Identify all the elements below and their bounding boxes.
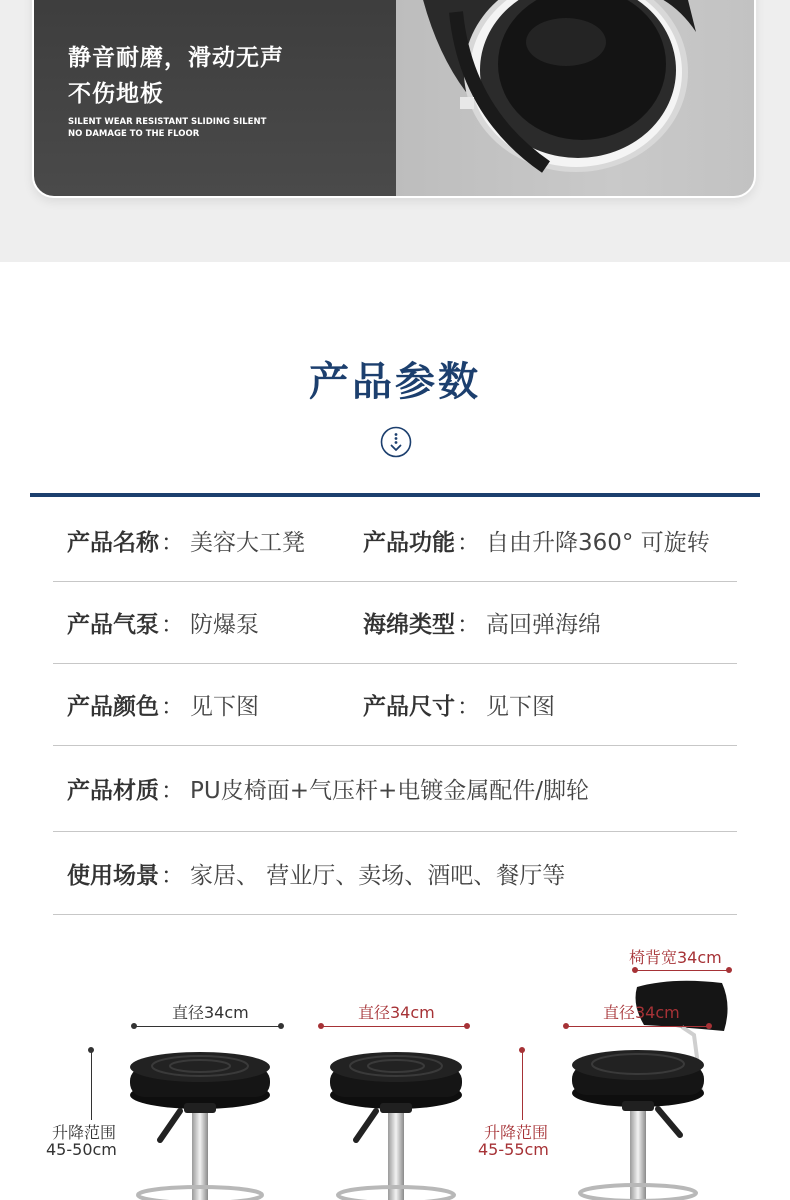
spec-item-color [67, 664, 259, 745]
spec-key: 产品材质 [67, 778, 159, 804]
stool2-height-value: 45-55cm [478, 1140, 549, 1159]
dimension-dot [278, 1023, 284, 1029]
spec-row [53, 746, 737, 832]
spec-row [53, 500, 737, 582]
spec-key: 产品气泵 [67, 612, 159, 638]
stool1-diameter-line [134, 1026, 281, 1027]
spec-row [53, 664, 737, 746]
spec-value: 防爆泵 [190, 612, 259, 638]
spec-item-function [363, 500, 710, 581]
spec-key: 使用场景 [67, 862, 159, 889]
feature-section [0, 0, 790, 262]
spec-key: 产品尺寸 [363, 694, 455, 720]
dimension-dot [88, 1047, 94, 1053]
section-title: 产品参数 [309, 359, 481, 405]
spec-item-sponge [363, 582, 601, 663]
spec-colon: ： [457, 694, 480, 720]
dimension-dot [563, 1023, 569, 1029]
scroll-down-icon [380, 426, 412, 458]
dimension-dot [519, 1047, 525, 1053]
spec-colon: ： [161, 694, 184, 720]
spec-value: PU皮椅面+气压杆+电镀金属配件/脚轮 [190, 778, 589, 804]
spec-colon: ： [161, 778, 184, 804]
caster-wheel-image [396, 0, 756, 196]
spec-key: 海绵类型 [363, 612, 455, 638]
spec-key: 产品颜色 [67, 694, 159, 720]
spec-value: 家居、 营业厅、卖场、酒吧、餐厅等 [190, 862, 566, 889]
stool2-image [318, 1045, 478, 1200]
stool3-backrest-line [635, 970, 729, 971]
stool1-height-line [91, 1050, 92, 1120]
spec-key: 产品名称 [67, 530, 159, 556]
feature-en-line2: NO DAMAGE TO THE FLOOR [68, 129, 200, 139]
dimension-dot [706, 1023, 712, 1029]
spec-item-usage [67, 832, 565, 914]
spec-colon: ： [161, 612, 184, 638]
dimension-dot [131, 1023, 137, 1029]
spec-item-pump [67, 582, 259, 663]
caster-wheel-photo [396, 0, 756, 196]
dimension-dot [318, 1023, 324, 1029]
stool3-diameter-line [566, 1026, 709, 1027]
spec-value: 见下图 [486, 694, 555, 720]
feature-title-line2: 不伤地板 [68, 81, 164, 107]
spec-colon: ： [457, 530, 480, 556]
spec-colon: ： [457, 612, 480, 638]
feature-title [68, 40, 284, 112]
spec-item-name [67, 500, 305, 581]
stool2-diameter-line [321, 1026, 467, 1027]
feature-title-line1: 静音耐磨，滑动无声 [68, 45, 284, 71]
dimension-dot [464, 1023, 470, 1029]
stool1-height-value: 45-50cm [46, 1140, 117, 1159]
spec-value: 美容大工凳 [190, 530, 305, 556]
spec-colon: ： [161, 862, 184, 889]
spec-value: 见下图 [190, 694, 259, 720]
stool3-diameter-label: 直径34cm [603, 1003, 680, 1022]
spec-value: 自由升降360° 可旋转 [486, 530, 710, 556]
spec-item-material [67, 746, 589, 831]
spec-row [53, 832, 737, 915]
feature-en-line1: SILENT WEAR RESISTANT SLIDING SILENT [68, 117, 267, 127]
stool2-height-line [522, 1050, 523, 1120]
spec-item-size [363, 664, 555, 745]
stool1-height-label: 升降范围 [52, 1123, 117, 1142]
spec-key: 产品功能 [363, 530, 455, 556]
dimension-dot [726, 967, 732, 973]
feature-subtitle-en [68, 116, 266, 140]
spec-row [53, 582, 737, 664]
stool2-height-label: 升降范围 [484, 1123, 549, 1142]
title-divider [30, 493, 760, 497]
spec-value: 高回弹海绵 [486, 612, 601, 638]
stool3-backrest-label: 椅背宽34cm [629, 948, 722, 967]
spec-colon: ： [161, 530, 184, 556]
stool1-diameter-label: 直径34cm [172, 1003, 249, 1022]
stool1-image [120, 1045, 280, 1200]
dimension-dot [632, 967, 638, 973]
stool2-diameter-label: 直径34cm [358, 1003, 435, 1022]
